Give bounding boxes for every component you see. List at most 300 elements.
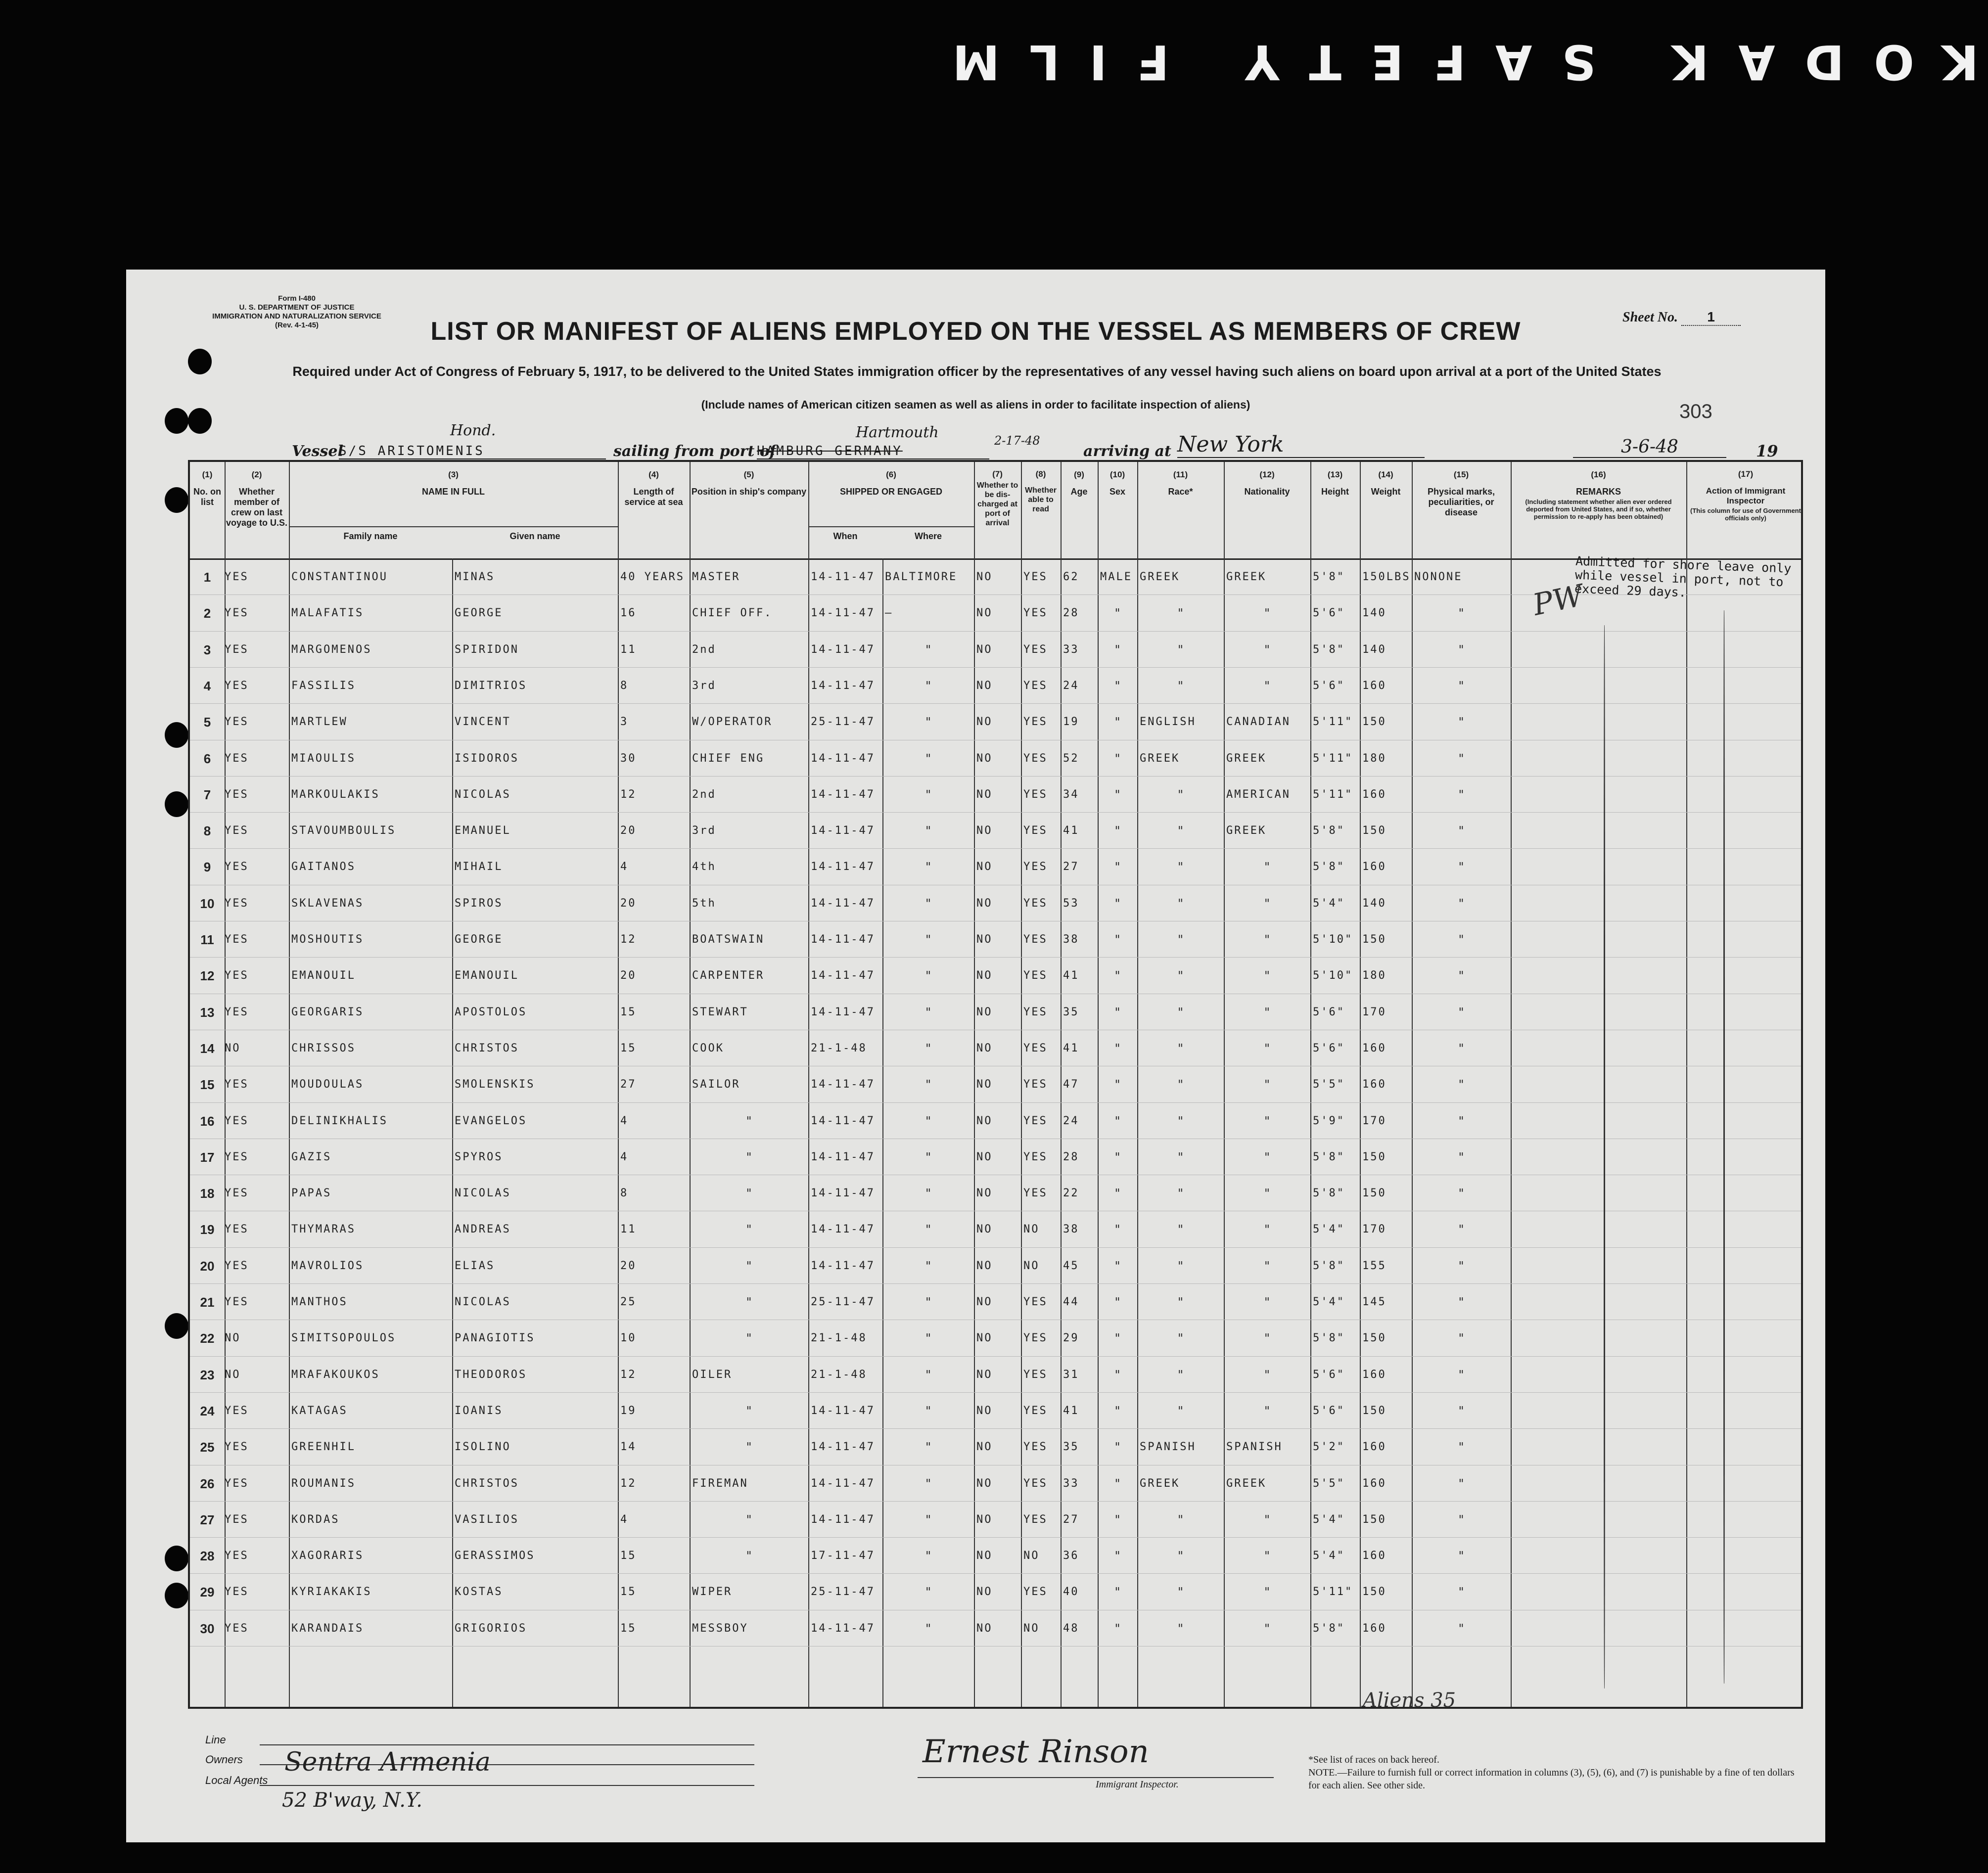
weight-cell: 160 xyxy=(1362,1368,1387,1381)
ditto-mark: " xyxy=(1264,1187,1272,1201)
col-header-read: (8) Whether able to read xyxy=(1025,469,1057,513)
shipped-when-cell: 14-11-47 xyxy=(811,1513,875,1526)
race-cell: GREEK xyxy=(1140,752,1180,765)
ditto-mark: " xyxy=(925,1621,933,1636)
ditto-mark: " xyxy=(1458,1585,1466,1599)
discharged-cell: NO xyxy=(976,969,993,982)
service-length-cell: 15 xyxy=(620,1005,637,1018)
family-name-cell: MAVROLIOS xyxy=(291,1259,364,1272)
given-name-cell: IOANIS xyxy=(455,1404,503,1417)
height-cell: 5'8" xyxy=(1313,643,1345,656)
given-name-cell: DIMITRIOS xyxy=(455,679,527,692)
age-cell: 33 xyxy=(1063,643,1079,656)
ditto-mark: " xyxy=(1458,1331,1466,1346)
crew-last-voyage-cell: YES xyxy=(225,1005,249,1018)
weight-cell: 150 xyxy=(1362,933,1387,946)
ditto-mark: " xyxy=(1178,642,1185,657)
ditto-mark: " xyxy=(1178,1041,1185,1055)
row-number-cell: 4 xyxy=(203,678,211,693)
col-header-remarks: (16) REMARKS (Including statement whether alien ever ordered deported from United States, and if so, whether permission to re-apply has been obtained) xyxy=(1525,470,1672,520)
ditto-mark: " xyxy=(1114,1621,1122,1636)
family-name-cell: ROUMANIS xyxy=(291,1477,356,1490)
ditto-mark: " xyxy=(1264,860,1272,874)
age-cell: 35 xyxy=(1063,1005,1079,1018)
ditto-mark: " xyxy=(1178,824,1185,838)
ditto-mark: " xyxy=(1114,642,1122,657)
height-cell: 5'8" xyxy=(1313,571,1345,583)
ditto-mark: " xyxy=(746,1549,753,1563)
height-cell: 5'6" xyxy=(1313,1404,1345,1417)
col-header-marks: (15) Physical marks, peculiarities, or disease xyxy=(1427,470,1495,517)
shipped-when-cell: 14-11-47 xyxy=(811,1223,875,1236)
given-name-cell: THEODOROS xyxy=(455,1368,527,1381)
given-name-cell: ELIAS xyxy=(455,1259,495,1272)
col-subheader-when: When xyxy=(833,531,858,541)
able-to-read-cell: YES xyxy=(1023,1078,1048,1091)
service-length-cell: 12 xyxy=(620,1368,637,1381)
row-rule xyxy=(190,1573,1801,1574)
ditto-mark: " xyxy=(925,1041,933,1055)
crew-last-voyage-cell: YES xyxy=(225,897,249,910)
nationality-cell: GREEK xyxy=(1226,824,1267,837)
family-name-cell: MOSHOUTIS xyxy=(291,933,364,946)
able-to-read-cell: YES xyxy=(1023,824,1048,837)
age-cell: 28 xyxy=(1063,607,1079,620)
ditto-mark: " xyxy=(1264,1331,1272,1346)
able-to-read-cell: YES xyxy=(1023,861,1048,873)
ditto-mark: " xyxy=(1178,679,1185,693)
ditto-mark: " xyxy=(925,751,933,766)
shore-leave-stamp: Admitted for shore leave only while vessel in port, not to exceed 29 days. xyxy=(1574,553,1792,600)
ditto-mark: " xyxy=(1114,1404,1122,1418)
ditto-mark: " xyxy=(746,1295,753,1309)
crew-last-voyage-cell: NO xyxy=(225,1332,241,1345)
position-cell: CHIEF ENG xyxy=(692,752,765,765)
service-length-cell: 4 xyxy=(620,861,629,873)
service-length-cell: 15 xyxy=(620,1042,637,1054)
discharged-cell: NO xyxy=(976,788,993,801)
ditto-mark: " xyxy=(925,1259,933,1273)
able-to-read-cell: YES xyxy=(1023,1586,1048,1599)
col-header-shipped: (6) SHIPPED OR ENGAGED xyxy=(839,470,943,497)
service-length-cell: 20 xyxy=(620,897,637,910)
crew-last-voyage-cell: NO xyxy=(225,1042,241,1054)
service-length-cell: 20 xyxy=(620,824,637,837)
footer-notes: *See list of races on back hereof. NOTE.—Failure to furnish full or correct information in columns (3), (5), (6), and (7) is punishable by a fine of ten dollars for each alien. See other side. xyxy=(1308,1754,1795,1791)
row-number-cell: 15 xyxy=(200,1077,215,1093)
service-length-cell: 15 xyxy=(620,1622,637,1635)
ditto-mark: " xyxy=(925,860,933,874)
ditto-mark: " xyxy=(925,933,933,947)
age-cell: 53 xyxy=(1063,897,1079,910)
nationality-cell: GREEK xyxy=(1226,1477,1267,1490)
able-to-read-cell: YES xyxy=(1023,1150,1048,1163)
service-length-cell: 11 xyxy=(620,1223,637,1236)
service-length-cell: 19 xyxy=(620,1404,637,1417)
row-number-cell: 17 xyxy=(200,1149,215,1165)
able-to-read-cell: YES xyxy=(1023,933,1048,946)
ditto-mark: " xyxy=(1114,715,1122,730)
ditto-mark: " xyxy=(1458,969,1466,983)
age-cell: 27 xyxy=(1063,1513,1079,1526)
ditto-mark: " xyxy=(1178,1295,1185,1309)
weight-cell: 150 xyxy=(1362,1586,1387,1599)
service-length-cell: 15 xyxy=(620,1550,637,1562)
position-cell: 3rd xyxy=(692,679,716,692)
nationality-cell: GREEK xyxy=(1226,571,1267,583)
row-rule xyxy=(190,667,1801,668)
ditto-mark: " xyxy=(1458,1404,1466,1418)
row-number-cell: 10 xyxy=(200,896,215,911)
age-cell: 52 xyxy=(1063,752,1079,765)
weight-cell: 140 xyxy=(1362,607,1387,620)
family-name-cell: GREENHIL xyxy=(291,1441,356,1454)
crew-last-voyage-cell: YES xyxy=(225,679,249,692)
weight-cell: 145 xyxy=(1362,1296,1387,1308)
ditto-mark: " xyxy=(1114,1041,1122,1055)
ditto-mark: " xyxy=(1178,969,1185,983)
ditto-mark: " xyxy=(1458,715,1466,730)
ditto-mark: " xyxy=(925,1368,933,1382)
film-edge-text: KODAK SAFETY FILM xyxy=(923,34,1979,90)
ditto-mark: " xyxy=(1114,606,1122,621)
crew-last-voyage-cell: YES xyxy=(225,861,249,873)
given-name-cell: APOSTOLOS xyxy=(455,1005,527,1018)
row-number-cell: 3 xyxy=(203,642,211,657)
shipped-when-cell: 14-11-47 xyxy=(811,933,875,946)
ditto-mark: " xyxy=(1458,1078,1466,1092)
given-name-cell: GEORGE xyxy=(455,933,503,946)
able-to-read-cell: YES xyxy=(1023,643,1048,656)
height-cell: 5'9" xyxy=(1313,1114,1345,1127)
shipped-when-cell: 14-11-47 xyxy=(811,969,875,982)
height-cell: 5'6" xyxy=(1313,1042,1345,1054)
crew-last-voyage-cell: YES xyxy=(225,1187,249,1200)
ditto-mark: " xyxy=(1458,1295,1466,1309)
row-rule xyxy=(190,812,1801,813)
nationality-cell: AMERICAN xyxy=(1226,788,1291,801)
weight-cell: 180 xyxy=(1362,752,1387,765)
position-cell: BOATSWAIN xyxy=(692,933,765,946)
col-header-no: (1) No. on list xyxy=(193,470,221,507)
row-number-cell: 16 xyxy=(200,1113,215,1129)
ditto-mark: " xyxy=(1178,787,1185,802)
age-cell: 62 xyxy=(1063,571,1079,583)
family-name-cell: SKLAVENAS xyxy=(291,897,364,910)
ditto-mark: " xyxy=(1114,933,1122,947)
able-to-read-cell: YES xyxy=(1023,1042,1048,1054)
ditto-mark: " xyxy=(1114,824,1122,838)
race-cell: GREEK xyxy=(1140,1477,1180,1490)
col-header-sex: (10) Sex xyxy=(1109,470,1126,497)
family-name-cell: MIAOULIS xyxy=(291,752,356,765)
family-name-cell: XAGORARIS xyxy=(291,1550,364,1562)
age-cell: 27 xyxy=(1063,861,1079,873)
ditto-mark: " xyxy=(1178,1585,1185,1599)
ditto-mark: " xyxy=(746,1187,753,1201)
punch-hole xyxy=(165,408,188,434)
ditto-mark: " xyxy=(1458,1440,1466,1455)
given-name-cell: MINAS xyxy=(455,571,495,583)
ditto-mark: " xyxy=(1178,1404,1185,1418)
service-length-cell: 12 xyxy=(620,788,637,801)
ditto-mark: " xyxy=(1458,751,1466,766)
service-length-cell: 30 xyxy=(620,752,637,765)
discharged-cell: NO xyxy=(976,933,993,946)
punch-hole xyxy=(165,487,188,513)
form-identifier: Form I-480 U. S. DEPARTMENT OF JUSTICE IMMIGRATION AND NATURALIZATION SERVICE (Rev. 4-1-45) xyxy=(212,294,381,329)
height-cell: 5'11" xyxy=(1313,1586,1353,1599)
row-rule xyxy=(190,1392,1801,1393)
ditto-mark: " xyxy=(925,824,933,838)
weight-cell: 140 xyxy=(1362,897,1387,910)
weight-cell: 160 xyxy=(1362,1550,1387,1562)
row-number-cell: 2 xyxy=(203,606,211,621)
stamp-number: 303 xyxy=(1679,401,1712,422)
crew-last-voyage-cell: YES xyxy=(225,1296,249,1308)
ditto-mark: " xyxy=(1458,1041,1466,1055)
race-cell: GREEK xyxy=(1140,571,1180,583)
height-cell: 5'4" xyxy=(1313,1296,1345,1308)
col-subheader-given: Given name xyxy=(509,531,560,541)
height-cell: 5'6" xyxy=(1313,1005,1345,1018)
height-cell: 5'6" xyxy=(1313,1368,1345,1381)
row-number-cell: 8 xyxy=(203,823,211,839)
weight-cell: 150 xyxy=(1362,1513,1387,1526)
able-to-read-cell: YES xyxy=(1023,1005,1048,1018)
discharged-cell: NO xyxy=(976,1187,993,1200)
position-cell: FIREMAN xyxy=(692,1477,748,1490)
discharged-cell: NO xyxy=(976,1332,993,1345)
service-length-cell: 4 xyxy=(620,1513,629,1526)
ditto-mark: " xyxy=(1264,642,1272,657)
able-to-read-cell: YES xyxy=(1023,969,1048,982)
age-cell: 24 xyxy=(1063,679,1079,692)
arrival-port: New York xyxy=(1177,432,1425,458)
ditto-mark: " xyxy=(1458,1114,1466,1128)
able-to-read-cell: NO xyxy=(1023,1259,1040,1272)
crew-last-voyage-cell: YES xyxy=(225,1223,249,1236)
service-length-cell: 25 xyxy=(620,1296,637,1308)
discharged-cell: NO xyxy=(976,643,993,656)
family-name-cell: MRAFAKOUKOS xyxy=(291,1368,380,1381)
weight-cell: 170 xyxy=(1362,1005,1387,1018)
ditto-mark: " xyxy=(746,1259,753,1273)
able-to-read-cell: YES xyxy=(1023,1187,1048,1200)
ditto-mark: " xyxy=(1178,1549,1185,1563)
height-cell: 5'8" xyxy=(1313,824,1345,837)
row-rule xyxy=(190,631,1801,632)
crew-last-voyage-cell: YES xyxy=(225,1078,249,1091)
given-name-cell: SPIRIDON xyxy=(455,643,519,656)
crew-last-voyage-cell: YES xyxy=(225,716,249,729)
weight-cell: 160 xyxy=(1362,1622,1387,1635)
agent-address: 52 B'way, N.Y. xyxy=(282,1789,422,1812)
shipped-when-cell: 14-11-47 xyxy=(811,607,875,620)
ditto-mark: " xyxy=(1458,1005,1466,1019)
height-cell: 5'4" xyxy=(1313,1223,1345,1236)
service-length-cell: 10 xyxy=(620,1332,637,1345)
page-instruction: (Include names of American citizen seamen as well as aliens in order to facilitate inspection of aliens) xyxy=(701,398,1250,411)
shipped-when-cell: 14-11-47 xyxy=(811,1441,875,1454)
weight-cell: 160 xyxy=(1362,1078,1387,1091)
discharged-cell: NO xyxy=(976,1477,993,1490)
ditto-mark: " xyxy=(1264,1078,1272,1092)
row-rule xyxy=(190,1501,1801,1502)
col-header-action: (17) Action of Immigrant Inspector (This column for use of Government officials only) xyxy=(1690,469,1801,522)
family-name-cell: CONSTANTINOU xyxy=(291,571,388,583)
ditto-mark: " xyxy=(1178,606,1185,621)
manifest-footer: Line Owners Local Agents Sentra Armenia 52 B'way, N.Y. Ernest Rinson Immigrant Inspector. xyxy=(205,1734,1788,1842)
row-rule xyxy=(190,957,1801,958)
family-name-cell: MARGOMENOS xyxy=(291,643,372,656)
ditto-mark: " xyxy=(1458,1150,1466,1164)
age-cell: 19 xyxy=(1063,716,1079,729)
position-cell: STEWART xyxy=(692,1005,748,1018)
shipped-when-cell: 14-11-47 xyxy=(811,1622,875,1635)
row-number-cell: 25 xyxy=(200,1440,215,1455)
given-name-cell: KOSTAS xyxy=(455,1586,503,1599)
ditto-mark: " xyxy=(1178,1005,1185,1019)
ditto-mark: " xyxy=(925,1549,933,1563)
given-name-cell: MIHAIL xyxy=(455,861,503,873)
discharged-cell: NO xyxy=(976,1114,993,1127)
shipped-when-cell: 14-11-47 xyxy=(811,1114,875,1127)
shipped-when-cell: 14-11-47 xyxy=(811,1078,875,1091)
shipped-when-cell: 25-11-47 xyxy=(811,1296,875,1308)
row-rule xyxy=(190,848,1801,849)
ditto-mark: " xyxy=(1264,679,1272,693)
weight-cell: 150 xyxy=(1362,1332,1387,1345)
inspector-title: Immigrant Inspector. xyxy=(1096,1779,1179,1790)
discharged-cell: NO xyxy=(976,607,993,620)
given-name-cell: NICOLAS xyxy=(455,1296,511,1308)
ditto-mark: " xyxy=(1178,1223,1185,1237)
given-name-cell: CHRISTOS xyxy=(455,1042,519,1054)
shipped-where-cell: BALTIMORE xyxy=(885,571,958,583)
discharged-cell: NO xyxy=(976,1296,993,1308)
able-to-read-cell: YES xyxy=(1023,752,1048,765)
discharged-cell: NO xyxy=(976,1368,993,1381)
page-subtitle: Required under Act of Congress of February 5, 1917, to be delivered to the United States immigration officer by the representatives of any vessel having such aliens on board upon arrival at a port of the United States xyxy=(292,364,1662,379)
page-title: LIST OR MANIFEST OF ALIENS EMPLOYED ON THE VESSEL AS MEMBERS OF CREW xyxy=(430,317,1521,346)
ditto-mark: " xyxy=(1178,1259,1185,1273)
ditto-mark: " xyxy=(1458,1223,1466,1237)
shipped-when-cell: 14-11-47 xyxy=(811,1005,875,1018)
height-cell: 5'8" xyxy=(1313,1150,1345,1163)
position-cell: 4th xyxy=(692,861,716,873)
ditto-mark: " xyxy=(1178,1368,1185,1382)
row-number-cell: 1 xyxy=(203,570,211,585)
family-name-cell: KYRIAKAKIS xyxy=(291,1586,372,1599)
ditto-mark: " xyxy=(1458,933,1466,947)
position-cell: MASTER xyxy=(692,571,740,583)
row-number-cell: 13 xyxy=(200,1005,215,1020)
family-name-cell: GAZIS xyxy=(291,1150,332,1163)
ditto-mark: " xyxy=(1114,1368,1122,1382)
height-cell: 5'10" xyxy=(1313,969,1353,982)
col-header-crew: (2) Whether member of crew on last voyage to U.S. xyxy=(226,470,288,528)
ditto-mark: " xyxy=(925,1295,933,1309)
weight-cell: 160 xyxy=(1362,1441,1387,1454)
ditto-mark: " xyxy=(1264,1621,1272,1636)
punch-hole xyxy=(165,722,188,748)
ditto-mark: " xyxy=(925,1078,933,1092)
age-cell: 40 xyxy=(1063,1586,1079,1599)
crew-last-voyage-cell: YES xyxy=(225,788,249,801)
shipped-where-cell: — xyxy=(885,607,893,620)
height-cell: 5'5" xyxy=(1313,1078,1345,1091)
ditto-mark: " xyxy=(1114,896,1122,911)
service-length-cell: 4 xyxy=(620,1150,629,1163)
crew-last-voyage-cell: YES xyxy=(225,969,249,982)
col-header-position: (5) Position in ship's company xyxy=(691,470,807,497)
nationality-cell: CANADIAN xyxy=(1226,716,1291,729)
ditto-mark: " xyxy=(925,787,933,802)
ditto-mark: " xyxy=(1458,824,1466,838)
given-name-cell: SPIROS xyxy=(455,897,503,910)
discharged-cell: NO xyxy=(976,679,993,692)
shipped-when-cell: 14-11-47 xyxy=(811,824,875,837)
ditto-mark: " xyxy=(1114,1512,1122,1527)
col-header-nationality: (12) Nationality xyxy=(1244,470,1290,497)
ditto-mark: " xyxy=(1178,1187,1185,1201)
row-number-cell: 11 xyxy=(200,932,214,947)
able-to-read-cell: YES xyxy=(1023,1332,1048,1345)
ditto-mark: " xyxy=(1264,1295,1272,1309)
discharged-cell: NO xyxy=(976,1005,993,1018)
height-cell: 5'6" xyxy=(1313,607,1345,620)
height-cell: 5'11" xyxy=(1313,788,1353,801)
ditto-mark: " xyxy=(925,896,933,911)
given-name-cell: NICOLAS xyxy=(455,1187,511,1200)
punch-hole xyxy=(165,791,188,817)
height-cell: 5'2" xyxy=(1313,1441,1345,1454)
weight-cell: 155 xyxy=(1362,1259,1387,1272)
position-cell: COOK xyxy=(692,1042,724,1054)
vessel-line: Vessel Hond. S/S ARISTOMENIS sailing from port of Hartmouth HAMBURG GERMANY 2-17-48 arriving at New York 3-6-48 19 xyxy=(292,422,1778,460)
crew-last-voyage-cell: YES xyxy=(225,1441,249,1454)
service-length-cell: 27 xyxy=(620,1078,637,1091)
given-name-cell: GEORGE xyxy=(455,607,503,620)
ditto-mark: " xyxy=(1114,860,1122,874)
given-name-cell: VINCENT xyxy=(455,716,511,729)
service-length-cell: 20 xyxy=(620,969,637,982)
height-cell: 5'8" xyxy=(1313,861,1345,873)
family-name-cell: KORDAS xyxy=(291,1513,340,1526)
height-cell: 5'5" xyxy=(1313,1477,1345,1490)
able-to-read-cell: YES xyxy=(1023,1477,1048,1490)
age-cell: 35 xyxy=(1063,1441,1079,1454)
age-cell: 38 xyxy=(1063,1223,1079,1236)
height-cell: 5'11" xyxy=(1313,716,1353,729)
service-length-cell: 11 xyxy=(620,643,637,656)
weight-cell: 150 xyxy=(1362,1404,1387,1417)
col-header-name: (3) NAME IN FULL xyxy=(422,470,485,497)
shipped-when-cell: 14-11-47 xyxy=(811,1259,875,1272)
family-name-cell: EMANOUIL xyxy=(291,969,356,982)
discharged-cell: NO xyxy=(976,824,993,837)
punch-hole xyxy=(188,349,212,374)
shipped-when-cell: 14-11-47 xyxy=(811,571,875,583)
row-number-cell: 27 xyxy=(200,1512,215,1527)
able-to-read-cell: YES xyxy=(1023,716,1048,729)
height-cell: 5'8" xyxy=(1313,1187,1345,1200)
shipped-when-cell: 14-11-47 xyxy=(811,788,875,801)
age-cell: 41 xyxy=(1063,1042,1079,1054)
ditto-mark: " xyxy=(925,1114,933,1128)
family-name-cell: MARKOULAKIS xyxy=(291,788,380,801)
